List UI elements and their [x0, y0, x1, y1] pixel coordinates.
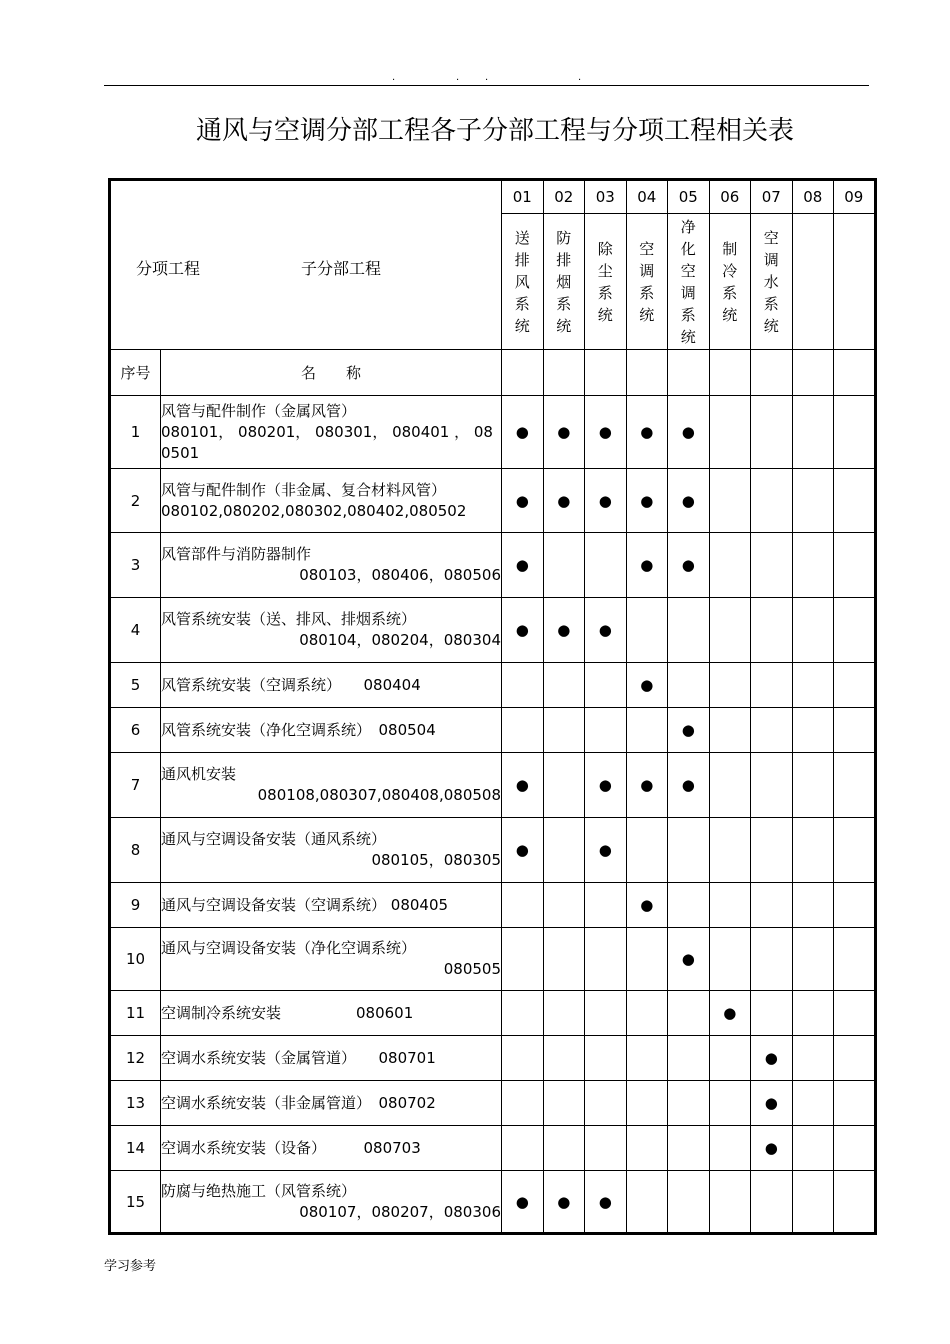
empty-cell	[751, 1171, 793, 1234]
empty-cell	[668, 350, 710, 396]
empty-cell	[585, 350, 627, 396]
empty-cell	[543, 1081, 585, 1126]
header-row	[110, 350, 876, 396]
row-number: 8	[110, 818, 161, 883]
empty-cell	[668, 1036, 710, 1081]
empty-cell	[543, 663, 585, 708]
item-name	[161, 469, 502, 533]
mark-dot: ●	[543, 469, 585, 533]
column-code: 06	[709, 180, 751, 214]
seq-header: 序号	[110, 350, 161, 396]
empty-cell	[709, 396, 751, 469]
empty-cell	[834, 469, 876, 533]
mark-dot: ●	[751, 1126, 793, 1171]
empty-cell	[502, 708, 544, 753]
column-name	[585, 214, 627, 350]
relation-table	[108, 178, 877, 1235]
table-row	[110, 396, 876, 469]
empty-cell	[543, 350, 585, 396]
mark-dot: ●	[626, 883, 668, 928]
empty-cell	[792, 1081, 834, 1126]
column-name	[751, 214, 793, 350]
column-name-char: 制	[722, 239, 738, 258]
column-name-char: 系	[639, 283, 655, 302]
empty-cell	[709, 1081, 751, 1126]
empty-cell	[792, 883, 834, 928]
header-rule	[104, 85, 869, 86]
mark-dot: ●	[668, 396, 710, 469]
mark-dot: ●	[626, 533, 668, 598]
empty-cell	[502, 1036, 544, 1081]
table-row	[110, 708, 876, 753]
row-number: 14	[110, 1126, 161, 1171]
empty-cell	[585, 1126, 627, 1171]
empty-cell	[751, 991, 793, 1036]
empty-cell	[751, 598, 793, 663]
item-title: 空调水系统安装（金属管道） 080701	[161, 1048, 436, 1067]
empty-cell	[834, 928, 876, 991]
row-number: 15	[110, 1171, 161, 1234]
empty-cell	[751, 396, 793, 469]
header-dot: .	[392, 72, 396, 83]
mark-dot: ●	[585, 469, 627, 533]
empty-cell	[543, 708, 585, 753]
row-number: 3	[110, 533, 161, 598]
empty-cell	[751, 708, 793, 753]
item-title: 通风与空调设备安装（通风系统）	[161, 830, 387, 848]
empty-cell	[543, 753, 585, 818]
item-name	[161, 1081, 502, 1126]
item-title: 空调水系统安装（设备） 080703	[161, 1138, 421, 1157]
empty-cell	[792, 469, 834, 533]
empty-cell	[709, 928, 751, 991]
item-name	[161, 663, 502, 708]
header-dot: .	[578, 72, 582, 83]
empty-cell	[585, 533, 627, 598]
empty-cell	[834, 883, 876, 928]
column-name-char: 系	[556, 294, 572, 313]
item-title: 风管与配件制作（金属风管）	[161, 401, 357, 420]
empty-cell	[626, 350, 668, 396]
table-row	[110, 469, 876, 533]
row-number: 2	[110, 469, 161, 533]
item-name	[161, 753, 502, 818]
table-row	[110, 598, 876, 663]
column-name-char: 调	[763, 250, 779, 269]
empty-cell	[792, 928, 834, 991]
mark-dot: ●	[709, 991, 751, 1036]
mark-dot: ●	[502, 1171, 544, 1234]
item-name	[161, 598, 502, 663]
item-codes: 080105，080305	[371, 851, 501, 869]
mark-dot: ●	[543, 396, 585, 469]
column-name-char: 净	[680, 217, 696, 236]
empty-cell	[792, 663, 834, 708]
name-header: 名 称	[161, 350, 502, 396]
empty-cell	[543, 533, 585, 598]
item-name	[161, 533, 502, 598]
column-name-char: 化	[680, 239, 696, 258]
empty-cell	[751, 753, 793, 818]
item-title: 风管系统安装（空调系统） 080404	[161, 675, 421, 694]
empty-cell	[502, 663, 544, 708]
column-name-char: 系	[680, 305, 696, 324]
column-name-char: 统	[556, 316, 572, 335]
row-number: 12	[110, 1036, 161, 1081]
table-row	[110, 883, 876, 928]
empty-cell	[792, 753, 834, 818]
corner-cell	[110, 180, 502, 350]
page-title: 通风与空调分部工程各子分部工程与分项工程相关表	[195, 116, 794, 146]
empty-cell	[834, 663, 876, 708]
empty-cell	[709, 350, 751, 396]
empty-cell	[709, 1036, 751, 1081]
mark-dot: ●	[585, 753, 627, 818]
item-codes: 080104，080204，080304	[299, 631, 501, 649]
empty-cell	[585, 1081, 627, 1126]
mark-dot: ●	[543, 598, 585, 663]
empty-cell	[543, 991, 585, 1036]
column-code: 04	[626, 180, 668, 214]
column-code: 08	[792, 180, 834, 214]
column-name-char: 烟	[556, 272, 572, 291]
mark-dot: ●	[585, 396, 627, 469]
column-name-char: 空	[680, 261, 696, 280]
empty-cell	[626, 1171, 668, 1234]
table-body	[110, 180, 876, 1234]
item-title: 风管与配件制作（非金属、复合材料风管）	[161, 480, 447, 499]
empty-cell	[792, 598, 834, 663]
mark-dot: ●	[502, 818, 544, 883]
corner-label-items: 分项工程	[136, 259, 201, 278]
mark-dot: ●	[626, 663, 668, 708]
column-name-char: 统	[763, 316, 779, 335]
empty-cell	[834, 753, 876, 818]
empty-cell	[834, 1126, 876, 1171]
empty-cell	[792, 1171, 834, 1234]
item-codes: 080505	[443, 960, 501, 978]
mark-dot: ●	[502, 396, 544, 469]
empty-cell	[709, 1126, 751, 1171]
empty-cell	[751, 663, 793, 708]
empty-cell	[502, 991, 544, 1036]
empty-cell	[834, 708, 876, 753]
table-row	[110, 1171, 876, 1234]
empty-cell	[751, 469, 793, 533]
mark-dot: ●	[626, 753, 668, 818]
empty-cell	[543, 928, 585, 991]
empty-cell	[751, 883, 793, 928]
column-name-char: 空	[639, 239, 655, 258]
column-name-char: 冷	[722, 261, 738, 280]
header-dot: .	[456, 72, 460, 83]
item-name	[161, 883, 502, 928]
mark-dot: ●	[751, 1081, 793, 1126]
empty-cell	[792, 533, 834, 598]
item-name	[161, 1036, 502, 1081]
column-name	[502, 214, 544, 350]
empty-cell	[668, 1081, 710, 1126]
item-title: 空调水系统安装（非金属管道） 080702	[161, 1093, 436, 1112]
row-number: 5	[110, 663, 161, 708]
item-name	[161, 818, 502, 883]
empty-cell	[834, 1081, 876, 1126]
empty-cell	[668, 1171, 710, 1234]
item-name	[161, 1171, 502, 1234]
item-title: 风管系统安装（送、排风、排烟系统）	[161, 610, 417, 628]
item-codes: 080102,080202,080302,080402,080502	[161, 501, 467, 520]
header-dots	[0, 72, 950, 84]
column-code: 09	[834, 180, 876, 214]
row-number: 6	[110, 708, 161, 753]
column-name-char: 统	[680, 327, 696, 346]
item-name	[161, 708, 502, 753]
empty-cell	[751, 818, 793, 883]
mark-dot: ●	[626, 396, 668, 469]
column-name-char: 系	[722, 283, 738, 302]
header-dot: .	[485, 72, 489, 83]
item-name	[161, 396, 502, 469]
item-title: 防腐与绝热施工（风管系统）	[161, 1181, 357, 1200]
empty-cell	[668, 883, 710, 928]
empty-cell	[751, 533, 793, 598]
column-name	[543, 214, 585, 350]
item-codes: 080101， 080201， 080301， 080401 ， 080501	[161, 422, 493, 462]
table-row	[110, 753, 876, 818]
column-name-char: 排	[556, 250, 572, 269]
column-name-char: 调	[680, 283, 696, 302]
code-row	[110, 180, 876, 214]
empty-cell	[543, 818, 585, 883]
mark-dot: ●	[502, 598, 544, 663]
column-name-char: 尘	[597, 261, 613, 280]
empty-cell	[834, 991, 876, 1036]
empty-cell	[626, 1126, 668, 1171]
empty-cell	[709, 818, 751, 883]
column-name-char: 统	[722, 305, 738, 324]
column-name-char: 水	[763, 272, 779, 291]
empty-cell	[626, 818, 668, 883]
empty-cell	[792, 991, 834, 1036]
item-name	[161, 991, 502, 1036]
mark-dot: ●	[502, 469, 544, 533]
column-name-char: 系	[514, 294, 530, 313]
column-name-char: 排	[514, 250, 530, 269]
mark-dot: ●	[668, 928, 710, 991]
empty-cell	[834, 818, 876, 883]
empty-cell	[792, 708, 834, 753]
column-name	[834, 214, 876, 350]
corner-label-subdivisions: 子分部工程	[301, 259, 382, 278]
empty-cell	[709, 1171, 751, 1234]
mark-dot: ●	[585, 818, 627, 883]
empty-cell	[834, 350, 876, 396]
column-name	[792, 214, 834, 350]
mark-dot: ●	[668, 533, 710, 598]
column-name-char: 统	[514, 316, 530, 335]
empty-cell	[709, 598, 751, 663]
column-name-char: 调	[639, 261, 655, 280]
empty-cell	[709, 533, 751, 598]
row-number: 10	[110, 928, 161, 991]
table-row	[110, 928, 876, 991]
column-name-char: 系	[597, 283, 613, 302]
row-number: 4	[110, 598, 161, 663]
item-codes: 080103，080406，080506	[299, 566, 501, 584]
empty-cell	[626, 598, 668, 663]
mark-dot: ●	[585, 1171, 627, 1234]
table-row	[110, 1126, 876, 1171]
column-name-char: 统	[597, 305, 613, 324]
table-row	[110, 991, 876, 1036]
empty-cell	[792, 1126, 834, 1171]
table-row	[110, 1081, 876, 1126]
empty-cell	[543, 1126, 585, 1171]
empty-cell	[502, 1126, 544, 1171]
item-codes: 080108,080307,080408,080508	[257, 786, 501, 804]
empty-cell	[709, 663, 751, 708]
empty-cell	[751, 350, 793, 396]
column-code: 03	[585, 180, 627, 214]
row-number: 13	[110, 1081, 161, 1126]
mark-dot: ●	[668, 708, 710, 753]
empty-cell	[792, 396, 834, 469]
empty-cell	[709, 469, 751, 533]
empty-cell	[834, 1036, 876, 1081]
item-codes: 080107，080207，080306	[299, 1202, 501, 1221]
empty-cell	[626, 991, 668, 1036]
item-title: 风管部件与消防器制作	[161, 545, 312, 563]
empty-cell	[668, 1126, 710, 1171]
empty-cell	[792, 818, 834, 883]
empty-cell	[668, 991, 710, 1036]
item-title: 通风与空调设备安装（空调系统） 080405	[161, 895, 449, 914]
mark-dot: ●	[626, 469, 668, 533]
item-title: 通风机安装	[161, 765, 237, 783]
column-name	[668, 214, 710, 350]
mark-dot: ●	[668, 469, 710, 533]
mark-dot: ●	[502, 533, 544, 598]
column-code: 05	[668, 180, 710, 214]
item-title: 空调制冷系统安装 080601	[161, 1003, 414, 1022]
empty-cell	[709, 708, 751, 753]
mark-dot: ●	[543, 1171, 585, 1234]
column-name-char: 除	[597, 239, 613, 258]
empty-cell	[626, 1081, 668, 1126]
empty-cell	[585, 991, 627, 1036]
mark-dot: ●	[502, 753, 544, 818]
row-number: 7	[110, 753, 161, 818]
empty-cell	[834, 1171, 876, 1234]
table-row	[110, 663, 876, 708]
table-row	[110, 1036, 876, 1081]
footer-note: 学习参考	[104, 1259, 157, 1274]
empty-cell	[626, 1036, 668, 1081]
empty-cell	[668, 663, 710, 708]
table-row	[110, 818, 876, 883]
item-name	[161, 1126, 502, 1171]
row-number: 1	[110, 396, 161, 469]
empty-cell	[585, 883, 627, 928]
column-name-char: 送	[514, 228, 530, 247]
mark-dot: ●	[668, 753, 710, 818]
empty-cell	[834, 533, 876, 598]
item-name	[161, 928, 502, 991]
column-code: 02	[543, 180, 585, 214]
item-title: 通风与空调设备安装（净化空调系统）	[161, 939, 417, 957]
column-name-char: 风	[514, 272, 530, 291]
empty-cell	[792, 1036, 834, 1081]
empty-cell	[626, 708, 668, 753]
column-code: 01	[502, 180, 544, 214]
column-name-char: 空	[763, 228, 779, 247]
column-name-char: 防	[556, 228, 572, 247]
empty-cell	[585, 663, 627, 708]
empty-cell	[834, 396, 876, 469]
empty-cell	[585, 1036, 627, 1081]
column-name-char: 统	[639, 305, 655, 324]
empty-cell	[626, 928, 668, 991]
table-row	[110, 533, 876, 598]
column-name-char: 系	[763, 294, 779, 313]
row-number: 11	[110, 991, 161, 1036]
empty-cell	[709, 753, 751, 818]
empty-cell	[543, 1036, 585, 1081]
mark-dot: ●	[585, 598, 627, 663]
column-name	[626, 214, 668, 350]
empty-cell	[502, 928, 544, 991]
empty-cell	[502, 1081, 544, 1126]
column-name	[709, 214, 751, 350]
item-title: 风管系统安装（净化空调系统） 080504	[161, 720, 436, 739]
empty-cell	[751, 928, 793, 991]
mark-dot: ●	[751, 1036, 793, 1081]
column-code: 07	[751, 180, 793, 214]
empty-cell	[709, 883, 751, 928]
empty-cell	[585, 928, 627, 991]
empty-cell	[585, 708, 627, 753]
empty-cell	[502, 350, 544, 396]
row-number: 9	[110, 883, 161, 928]
empty-cell	[792, 350, 834, 396]
empty-cell	[668, 598, 710, 663]
empty-cell	[502, 883, 544, 928]
empty-cell	[668, 818, 710, 883]
empty-cell	[834, 598, 876, 663]
empty-cell	[543, 883, 585, 928]
